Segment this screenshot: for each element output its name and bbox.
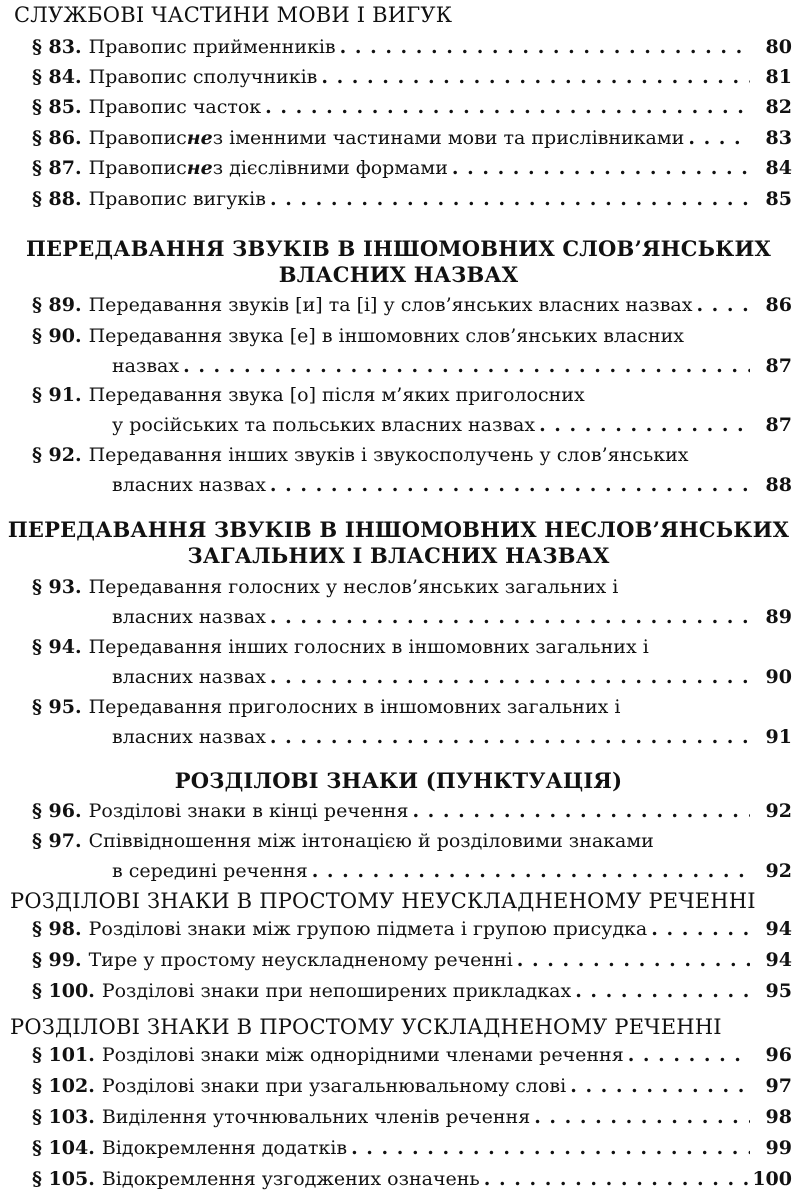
section-heading-line-2: ВЛАСНИХ НАЗВАХ (278, 262, 519, 287)
entry-page: 91 (765, 726, 792, 748)
entry-title: Розділові знаки між групою підмета і групою присудка (88, 918, 648, 940)
leader-dots (484, 1164, 749, 1194)
entry-number: § 103. (32, 1106, 95, 1128)
toc-entry (32, 440, 792, 500)
entry-title: Передавання інших звуків і звукосполучень у слов’янських (88, 444, 689, 466)
entry-page: 92 (765, 800, 792, 822)
entry-number: § 101. (32, 1044, 95, 1066)
entry-title-start: Правопис (88, 157, 187, 179)
entry-title-end: з іменними частинами мови та прислівниками (212, 127, 685, 149)
section-heading: СЛУЖБОВІ ЧАСТИНИ МОВИ І ВИГУК (14, 3, 453, 27)
entry-number: § 90. (32, 325, 82, 347)
toc-entry (32, 1040, 792, 1070)
entry-title-start: Правопис (88, 127, 187, 149)
leader-dots (270, 662, 750, 692)
toc-entry (32, 826, 792, 886)
entry-page: 88 (765, 474, 792, 496)
leader-dots (270, 184, 750, 214)
entry-title-emphasis: не (186, 127, 213, 149)
entry-title-continued: власних назвах (112, 606, 266, 628)
entry-title-continued: власних назвах (112, 474, 266, 496)
toc-entry (32, 796, 792, 826)
entry-number: § 98. (32, 918, 82, 940)
entry-title: Розділові знаки при узагальнювальному слові (101, 1075, 567, 1097)
entry-number: § 94. (32, 636, 82, 658)
leader-dots (651, 914, 750, 944)
entry-page: 87 (765, 414, 792, 436)
leader-dots (628, 1040, 750, 1070)
toc-entry (32, 692, 792, 752)
entry-page: 87 (765, 355, 792, 377)
entry-number: § 85. (32, 96, 82, 118)
leader-dots (517, 945, 750, 975)
entry-page: 95 (765, 980, 792, 1002)
entry-number: § 92. (32, 444, 82, 466)
toc-entry (32, 153, 792, 183)
entry-title: Передавання звуків [и] та [і] у слов’янських власних назвах (88, 294, 693, 316)
entry-title: Правопис вигуків (88, 188, 266, 210)
entry-page: 99 (765, 1137, 792, 1159)
entry-title: Виділення уточнювальних членів речення (101, 1106, 531, 1128)
entry-page: 84 (765, 157, 792, 179)
toc-entry (32, 380, 792, 440)
entry-number: § 91. (32, 384, 82, 406)
entry-page: 83 (765, 127, 792, 149)
toc-entry (32, 290, 792, 320)
leader-dots (270, 470, 750, 500)
entry-page: 80 (765, 36, 792, 58)
toc-entry (32, 92, 792, 122)
section-heading: РОЗДІЛОВІ ЗНАКИ В ПРОСТОМУ УСКЛАДНЕНОМУ РЕЧЕННІ (10, 1015, 722, 1039)
entry-number: § 96. (32, 800, 82, 822)
leader-dots (696, 290, 750, 320)
entry-title-emphasis: не (186, 157, 213, 179)
entry-title: Співвідношення між інтонацією й розділовими знаками (88, 830, 654, 852)
entry-title: Передавання голосних у неслов’янських загальних і (88, 576, 619, 598)
toc-entry (32, 945, 792, 975)
toc-entry (32, 1102, 792, 1132)
entry-title: Розділові знаки при непоширених прикладках (101, 980, 572, 1002)
section-heading: РОЗДІЛОВІ ЗНАКИ В ПРОСТОМУ НЕУСКЛАДНЕНОМУ РЕЧЕННІ (10, 889, 756, 913)
entry-page: 90 (765, 666, 792, 688)
entry-number: § 105. (32, 1168, 95, 1190)
toc-entry (32, 1164, 792, 1194)
toc-entry (32, 572, 792, 632)
entry-page: 81 (765, 66, 792, 88)
entry-page: 85 (765, 188, 792, 210)
entry-title: Розділові знаки в кінці речення (88, 800, 409, 822)
section-heading: РОЗДІЛОВІ ЗНАКИ (ПУНКТУАЦІЯ) (174, 768, 623, 793)
entry-title: Передавання приголосних в іншомовних загальних і (88, 696, 621, 718)
entry-number: § 89. (32, 294, 82, 316)
entry-title-continued: власних назвах (112, 726, 266, 748)
entry-page: 96 (765, 1044, 792, 1066)
leader-dots (183, 351, 750, 381)
entry-number: § 93. (32, 576, 82, 598)
toc-entry (32, 123, 792, 153)
leader-dots (265, 92, 750, 122)
toc-entry (32, 62, 792, 92)
entry-page: 92 (765, 860, 792, 882)
section-heading: ПЕРЕДАВАННЯ ЗВУКІВ В ІНШОМОВНИХ НЕСЛОВ’ЯНСЬКИХ (7, 517, 790, 542)
entry-title-end: з дієслівними формами (212, 157, 448, 179)
entry-number: § 84. (32, 66, 82, 88)
leader-dots (351, 1133, 750, 1163)
entry-page: 89 (765, 606, 792, 628)
leader-dots (312, 856, 750, 886)
toc-entry (32, 632, 792, 692)
entry-number: § 100. (32, 980, 95, 1002)
entry-number: § 99. (32, 949, 82, 971)
entry-title-continued: в середині речення (112, 860, 308, 882)
entry-title-continued: власних назвах (112, 666, 266, 688)
entry-number: § 83. (32, 36, 82, 58)
entry-title: Передавання інших голосних в іншомовних загальних і (88, 636, 649, 658)
leader-dots (270, 602, 750, 632)
toc-entry (32, 184, 792, 214)
entry-title-continued: назвах (112, 355, 180, 377)
entry-page: 97 (765, 1075, 792, 1097)
entry-title: Розділові знаки між однорідними членами речення (101, 1044, 624, 1066)
toc-entry (32, 321, 792, 381)
entry-title: Відокремлення узгоджених означень (101, 1168, 480, 1190)
toc-entry (32, 1133, 792, 1163)
entry-title-continued: у російських та польських власних назвах (112, 414, 536, 436)
entry-page: 82 (765, 96, 792, 118)
entry-number: § 87. (32, 157, 82, 179)
entry-page: 98 (765, 1106, 792, 1128)
section-heading-line-2: ЗАГАЛЬНИХ І ВЛАСНИХ НАЗВАХ (187, 543, 610, 568)
entry-page: 94 (765, 949, 792, 971)
leader-dots (270, 722, 750, 752)
toc-entry (32, 1071, 792, 1101)
entry-number: § 102. (32, 1075, 95, 1097)
entry-number: § 86. (32, 127, 82, 149)
leader-dots (340, 32, 750, 62)
entry-number: § 104. (32, 1137, 95, 1159)
entry-title: Відокремлення додатків (101, 1137, 348, 1159)
leader-dots (688, 123, 750, 153)
entry-number: § 97. (32, 830, 82, 852)
entry-title: Правопис часток (88, 96, 262, 118)
entry-page: 86 (765, 294, 792, 316)
entry-page: 100 (752, 1168, 792, 1190)
entry-title: Передавання звука [е] в іншомовних слов’янських власних (88, 325, 684, 347)
toc-entry (32, 976, 792, 1006)
entry-title: Передавання звука [о] після м’яких приголосних (88, 384, 585, 406)
leader-dots (539, 410, 750, 440)
entry-number: § 95. (32, 696, 82, 718)
leader-dots (412, 796, 750, 826)
section-heading: ПЕРЕДАВАННЯ ЗВУКІВ В ІНШОМОВНИХ СЛОВ’ЯНСЬКИХ (26, 236, 771, 261)
leader-dots (534, 1102, 750, 1132)
leader-dots (570, 1071, 750, 1101)
toc-entry (32, 32, 792, 62)
leader-dots (452, 153, 750, 183)
leader-dots (575, 976, 750, 1006)
entry-title: Правопис прийменників (88, 36, 336, 58)
entry-number: § 88. (32, 188, 82, 210)
entry-title: Правопис сполучників (88, 66, 318, 88)
entry-page: 94 (765, 918, 792, 940)
toc-entry (32, 914, 792, 944)
leader-dots (321, 62, 750, 92)
entry-title: Тире у простому неускладненому реченні (88, 949, 513, 971)
